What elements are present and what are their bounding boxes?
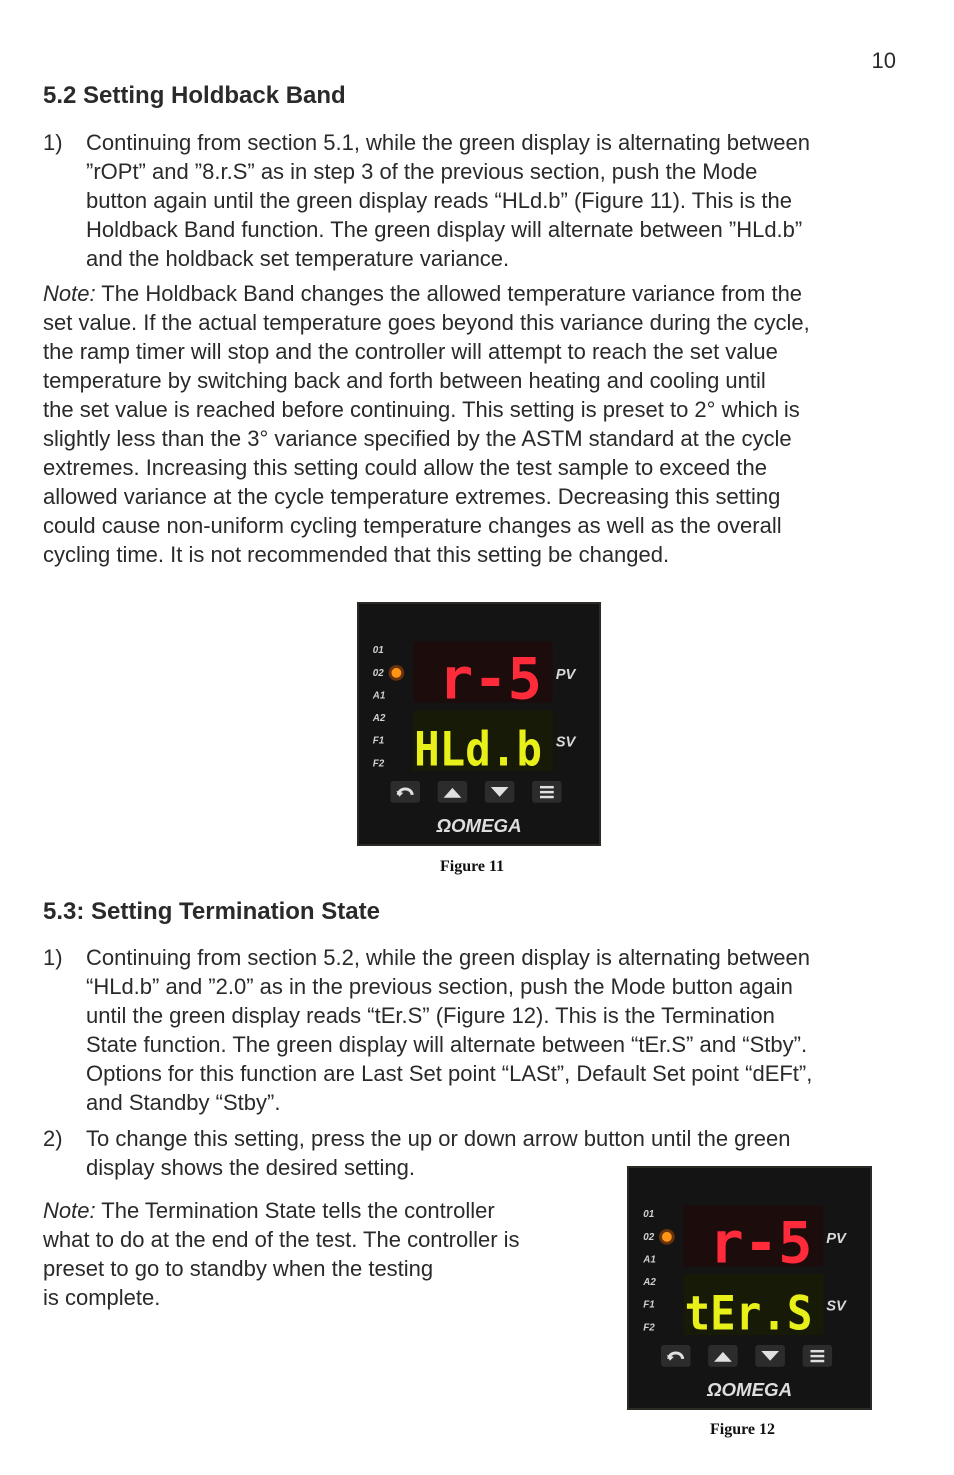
text-line: ”rOPt” and ”8.r.S” as in step 3 of the previous section, push the Mode <box>86 159 758 184</box>
text-line: is complete. <box>43 1285 161 1310</box>
text-line: preset to go to standby when the testing <box>43 1256 434 1281</box>
list-item-text <box>86 943 812 1117</box>
indicator-label: A1 <box>643 1254 656 1266</box>
sv-display: tEr.S <box>684 1286 813 1342</box>
up-button[interactable] <box>708 1345 738 1367</box>
menu-button[interactable] <box>532 781 562 803</box>
text-line <box>43 279 923 308</box>
text-line: cycling time. It is not recommended that this setting be changed. <box>43 542 670 567</box>
text-run: The Holdback Band changes the allowed temperature variance from the <box>95 281 803 306</box>
note-paragraph <box>43 279 923 569</box>
text-line <box>43 1196 603 1225</box>
indicator-label: 01 <box>643 1209 655 1221</box>
indicator-label: A2 <box>643 1277 656 1289</box>
text-line: the ramp timer will stop and the controller will attempt to reach the set value <box>43 339 778 364</box>
text-line: display shows the desired setting. <box>86 1155 415 1180</box>
sv-label: SV <box>826 1298 846 1315</box>
menu-icon <box>540 786 554 798</box>
indicator-label: 01 <box>372 645 384 657</box>
text-line: the set value is reached before continuing. This setting is preset to 2° which is <box>43 397 800 422</box>
text-line: what to do at the end of the test. The controller is <box>43 1227 520 1252</box>
pv-label: PV <box>555 666 576 683</box>
indicator-label: F1 <box>372 735 385 747</box>
indicator-label: 02 <box>372 667 384 679</box>
text-line: To change this setting, press the up or down arrow button until the green <box>86 1126 791 1151</box>
down-button[interactable] <box>755 1345 785 1367</box>
menu-icon <box>810 1350 824 1362</box>
down-button[interactable] <box>485 781 515 803</box>
list-item <box>43 943 923 1118</box>
section-heading-termination-state: 5.3: Setting Termination State <box>43 898 380 925</box>
figure-11-caption: Figure 11 <box>440 858 505 875</box>
indicator-label: F1 <box>643 1299 655 1311</box>
indicator-label: F2 <box>643 1322 655 1334</box>
text-line: State function. The green display will alternate between “tEr.S” and “Stby”. <box>86 1032 808 1057</box>
text-line: button again until the green display reads “HLd.b” (Figure 11). This is the <box>86 188 793 213</box>
list-item-number: 2) <box>43 1126 63 1151</box>
mode-button[interactable] <box>661 1345 691 1367</box>
brand-logo: ΩOMEGA <box>436 815 522 837</box>
figure-12-caption: Figure 12 <box>710 1421 776 1438</box>
note-paragraph <box>43 1196 603 1312</box>
list-item-number: 1) <box>43 945 63 970</box>
text-line: and the holdback set temperature variance. <box>86 246 510 271</box>
text-line: Continuing from section 5.1, while the green display is alternating between <box>86 130 810 155</box>
text-line: and Standby “Stby”. <box>86 1090 281 1115</box>
up-button[interactable] <box>438 781 468 803</box>
indicator-label: 02 <box>643 1231 655 1243</box>
list-item <box>43 128 923 273</box>
text-line: set value. If the actual temperature goes beyond this variance during the cycle, <box>43 310 810 335</box>
page-number: 10 <box>871 48 896 73</box>
note-label: Note: <box>43 1198 96 1223</box>
menu-button[interactable] <box>803 1345 833 1367</box>
indicator-label: A2 <box>372 713 386 725</box>
mode-button[interactable] <box>390 781 420 803</box>
text-line: Holdback Band function. The green display will alternate between ”HLd.b” <box>86 217 803 242</box>
text-line: until the green display reads “tEr.S” (Figure 12). This is the Termination <box>86 1003 775 1028</box>
pv-display: r-5 <box>709 1210 813 1277</box>
pv-label: PV <box>826 1230 846 1247</box>
figure-12-controller-photo <box>627 1166 872 1410</box>
section-heading-holdback-band: 5.2 Setting Holdback Band <box>43 82 346 109</box>
pv-display: r-5 <box>438 646 542 713</box>
list-item-text <box>86 128 810 273</box>
text-line: slightly less than the 3° variance specified by the ASTM standard at the cycle <box>43 426 792 451</box>
note-label: Note: <box>43 281 96 306</box>
text-run: The Termination State tells the controller <box>95 1198 495 1223</box>
brand-logo: ΩOMEGA <box>706 1379 793 1401</box>
figure-11-controller-photo <box>357 602 601 846</box>
list-item-number: 1) <box>43 130 63 155</box>
controller-panel <box>629 1168 870 1408</box>
text-line: Options for this function are Last Set point “LASt”, Default Set point “dEFt”, <box>86 1061 813 1086</box>
text-line: could cause non-uniform cycling temperature changes as well as the overall <box>43 513 782 538</box>
indicator-label: F2 <box>372 758 385 770</box>
text-line: temperature by switching back and forth between heating and cooling until <box>43 368 766 393</box>
controller-panel <box>359 604 599 844</box>
text-line: Continuing from section 5.2, while the green display is alternating between <box>86 945 810 970</box>
sv-display: HLd.b <box>414 722 542 778</box>
text-line: “HLd.b” and ”2.0” as in the previous section, push the Mode button again <box>86 974 793 999</box>
sv-label: SV <box>555 734 576 751</box>
text-line: allowed variance at the cycle temperature extremes. Decreasing this setting <box>43 484 781 509</box>
indicator-label: A1 <box>372 690 386 702</box>
text-line: extremes. Increasing this setting could allow the test sample to exceed the <box>43 455 767 480</box>
